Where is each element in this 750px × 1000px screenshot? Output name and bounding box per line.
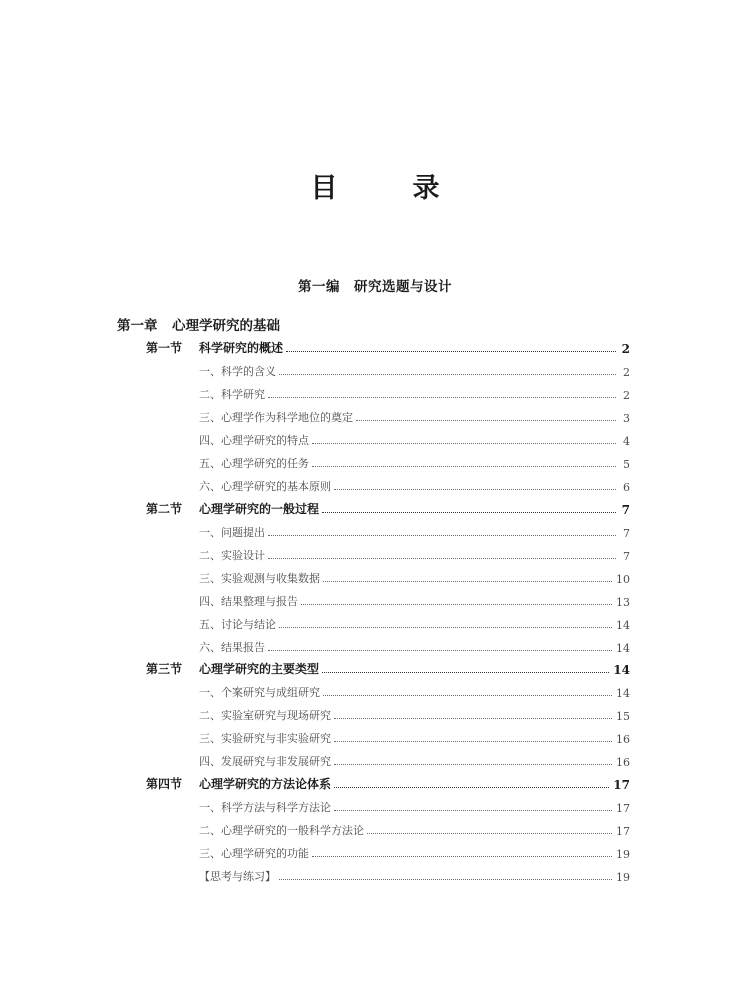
toc-section[interactable] [146,497,630,517]
toc-item[interactable] [199,680,630,700]
item-title: 二、科学研究 [199,388,265,401]
toc-item[interactable] [199,864,630,884]
item-page: 6 [623,481,630,494]
item-page: 10 [616,573,630,586]
section-title: 心理学研究的方法论体系 [199,777,332,791]
item-page: 2 [623,389,630,402]
dot-leader [322,512,616,513]
dot-leader [268,650,612,651]
item-title: 六、结果报告 [199,641,265,654]
toc-section[interactable] [146,772,630,792]
dot-leader [268,535,616,536]
toc-section[interactable] [146,336,630,356]
item-page: 2 [623,366,630,379]
page-title: 目 录 [310,173,464,204]
item-title: 一、个案研究与成组研究 [199,686,320,699]
item-page: 3 [623,412,630,425]
dot-leader [312,466,616,467]
section-title: 科学研究的概述 [199,341,284,355]
dot-leader [367,833,612,834]
section-label: 第一节 [146,341,183,355]
item-page: 14 [616,619,630,632]
toc-item[interactable] [199,749,630,769]
item-title: 一、科学方法与科学方法论 [199,801,331,814]
dot-leader [356,420,616,421]
toc-section[interactable] [146,657,630,677]
item-title: 一、问题提出 [199,526,265,539]
dot-leader [322,672,609,673]
item-title: 三、心理学研究的功能 [199,847,309,860]
item-title: 四、心理学研究的特点 [199,434,309,447]
dot-leader [268,558,616,559]
chapter-label: 第一章 [117,318,158,334]
section-label: 第三节 [146,662,183,676]
section-page: 14 [613,663,630,677]
toc-item[interactable] [199,520,630,540]
toc-item[interactable] [199,359,630,379]
item-title: 二、心理学研究的一般科学方法论 [199,824,364,837]
dot-leader [286,351,616,352]
dot-leader [279,879,612,880]
item-page: 14 [616,687,630,700]
toc-item[interactable] [199,726,630,746]
section-title: 心理学研究的主要类型 [199,662,320,676]
item-title: 三、实验研究与非实验研究 [199,732,331,745]
section-page: 7 [621,503,630,517]
item-title: 二、实验设计 [199,549,265,562]
dot-leader [334,718,612,719]
dot-leader [334,741,612,742]
toc-item[interactable] [199,428,630,448]
item-title: 三、实验观测与收集数据 [199,572,320,585]
item-page: 16 [616,756,630,769]
item-page: 19 [616,848,630,861]
item-title: 四、发展研究与非发展研究 [199,755,331,768]
dot-leader [334,764,612,765]
item-page: 19 [616,871,630,884]
chapter-heading[interactable] [117,314,280,334]
item-page: 17 [616,825,630,838]
toc-item[interactable] [199,841,630,861]
item-page: 7 [623,527,630,540]
item-page: 17 [616,802,630,815]
dot-leader [312,443,616,444]
dot-leader [279,627,612,628]
item-title: 六、心理学研究的基本原则 [199,480,331,493]
section-page: 17 [613,778,630,792]
dot-leader [323,695,612,696]
item-page: 16 [616,733,630,746]
toc-item[interactable] [199,703,630,723]
item-page: 5 [623,458,630,471]
dot-leader [323,581,612,582]
dot-leader [301,604,612,605]
toc-item[interactable] [199,566,630,586]
section-page: 2 [621,342,630,356]
dot-leader [279,374,616,375]
toc-item[interactable] [199,795,630,815]
toc-item[interactable] [199,451,630,471]
item-page: 14 [616,642,630,655]
item-page: 15 [616,710,630,723]
part-heading: 第一编 研究选题与设计 [298,279,452,295]
toc-item[interactable] [199,589,630,609]
item-title: 五、心理学研究的任务 [199,457,309,470]
item-title: 三、心理学作为科学地位的奠定 [199,411,353,424]
toc-item[interactable] [199,382,630,402]
section-label: 第四节 [146,777,183,791]
toc-item[interactable] [199,635,630,655]
toc-item[interactable] [199,474,630,494]
item-title: 一、科学的含义 [199,365,276,378]
dot-leader [268,397,616,398]
item-page: 13 [616,596,630,609]
item-title: 五、讨论与结论 [199,618,276,631]
toc-item[interactable] [199,818,630,838]
toc-item[interactable] [199,405,630,425]
section-label: 第二节 [146,502,183,516]
toc-item[interactable] [199,543,630,563]
item-page: 7 [623,550,630,563]
item-page: 4 [623,435,630,448]
chapter-title: 心理学研究的基础 [172,318,280,334]
dot-leader [334,787,609,788]
dot-leader [334,489,616,490]
section-title: 心理学研究的一般过程 [199,502,320,516]
item-title: 二、实验室研究与现场研究 [199,709,331,722]
dot-leader [334,810,612,811]
toc-item[interactable] [199,612,630,632]
item-title: 【思考与练习】 [199,870,276,883]
dot-leader [312,856,612,857]
item-title: 四、结果整理与报告 [199,595,298,608]
